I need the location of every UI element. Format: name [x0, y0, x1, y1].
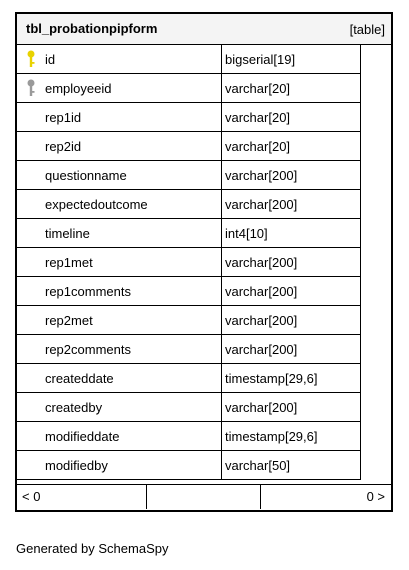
column-row[interactable] — [17, 422, 391, 451]
table-header — [17, 14, 391, 45]
column-type-cell — [222, 451, 361, 480]
column-type-cell — [222, 393, 361, 422]
table-name: tbl_probationpipform — [26, 21, 158, 36]
children-count-cell — [261, 485, 391, 509]
parents-count-cell — [17, 485, 147, 509]
column-name-cell — [17, 364, 222, 393]
column-type-cell — [222, 306, 361, 335]
column-type-cell — [222, 45, 361, 74]
children-count: 0 > — [366, 489, 385, 504]
column-name-cell — [17, 161, 222, 190]
column-row[interactable] — [17, 132, 391, 161]
column-type-cell — [222, 219, 361, 248]
column-name-cell — [17, 422, 222, 451]
column-name-cell — [17, 74, 222, 103]
column-name: rep1met — [45, 255, 93, 270]
column-row[interactable] — [17, 190, 391, 219]
footer-middle-cell — [147, 485, 261, 509]
column-type: timestamp[29,6] — [225, 371, 318, 386]
column-row[interactable] — [17, 161, 391, 190]
column-type-cell — [222, 335, 361, 364]
column-name: createddate — [45, 371, 114, 386]
column-type-cell — [222, 74, 361, 103]
primary-key-icon — [26, 50, 36, 68]
index-key-icon — [26, 79, 36, 97]
column-row[interactable] — [17, 248, 391, 277]
column-name-cell — [17, 190, 222, 219]
column-type: varchar[200] — [225, 313, 298, 328]
column-row[interactable] — [17, 451, 391, 480]
parents-count: < 0 — [22, 489, 41, 504]
table-node[interactable] — [15, 12, 393, 512]
column-row[interactable] — [17, 45, 391, 74]
generated-by-label: Generated by SchemaSpy — [16, 541, 169, 556]
column-row[interactable] — [17, 103, 391, 132]
column-type: varchar[200] — [225, 197, 298, 212]
column-name: createdby — [45, 400, 103, 415]
column-type: timestamp[29,6] — [225, 429, 318, 444]
column-type: varchar[200] — [225, 168, 298, 183]
column-name-cell — [17, 103, 222, 132]
column-type: varchar[200] — [225, 284, 298, 299]
column-name: id — [45, 52, 56, 67]
table-footer — [17, 484, 391, 509]
column-name: timeline — [45, 226, 90, 241]
column-name-cell — [17, 306, 222, 335]
column-row[interactable] — [17, 219, 391, 248]
column-type: varchar[20] — [225, 139, 291, 154]
column-name-cell — [17, 335, 222, 364]
column-name: employeeid — [45, 81, 112, 96]
column-name-cell — [17, 277, 222, 306]
column-name-cell — [17, 451, 222, 480]
column-name-cell — [17, 45, 222, 74]
column-name: modifieddate — [45, 429, 120, 444]
column-name: rep1comments — [45, 284, 131, 299]
column-type: bigserial[19] — [225, 52, 296, 67]
column-list — [17, 45, 391, 480]
column-name-cell — [17, 219, 222, 248]
column-type-cell — [222, 190, 361, 219]
column-row[interactable] — [17, 277, 391, 306]
column-name: questionname — [45, 168, 127, 183]
column-type-cell — [222, 277, 361, 306]
column-row[interactable] — [17, 306, 391, 335]
column-row[interactable] — [17, 393, 391, 422]
column-type-cell — [222, 103, 361, 132]
table-kind: [table] — [349, 22, 385, 37]
column-type: varchar[50] — [225, 458, 291, 473]
column-name-cell — [17, 248, 222, 277]
column-name: rep1id — [45, 110, 82, 125]
column-type-cell — [222, 248, 361, 277]
column-name-cell — [17, 132, 222, 161]
column-type: int4[10] — [225, 226, 268, 241]
column-type-cell — [222, 422, 361, 451]
column-type: varchar[200] — [225, 342, 298, 357]
column-type-cell — [222, 132, 361, 161]
column-type: varchar[20] — [225, 110, 291, 125]
column-type-cell — [222, 364, 361, 393]
column-name-cell — [17, 393, 222, 422]
column-type: varchar[200] — [225, 255, 298, 270]
column-type-cell — [222, 161, 361, 190]
column-row[interactable] — [17, 364, 391, 393]
column-name: modifiedby — [45, 458, 108, 473]
column-name: expectedoutcome — [45, 197, 148, 212]
column-type: varchar[200] — [225, 400, 298, 415]
column-row[interactable] — [17, 74, 391, 103]
column-type: varchar[20] — [225, 81, 291, 96]
column-name: rep2comments — [45, 342, 131, 357]
column-name: rep2met — [45, 313, 93, 328]
column-name: rep2id — [45, 139, 82, 154]
column-row[interactable] — [17, 335, 391, 364]
